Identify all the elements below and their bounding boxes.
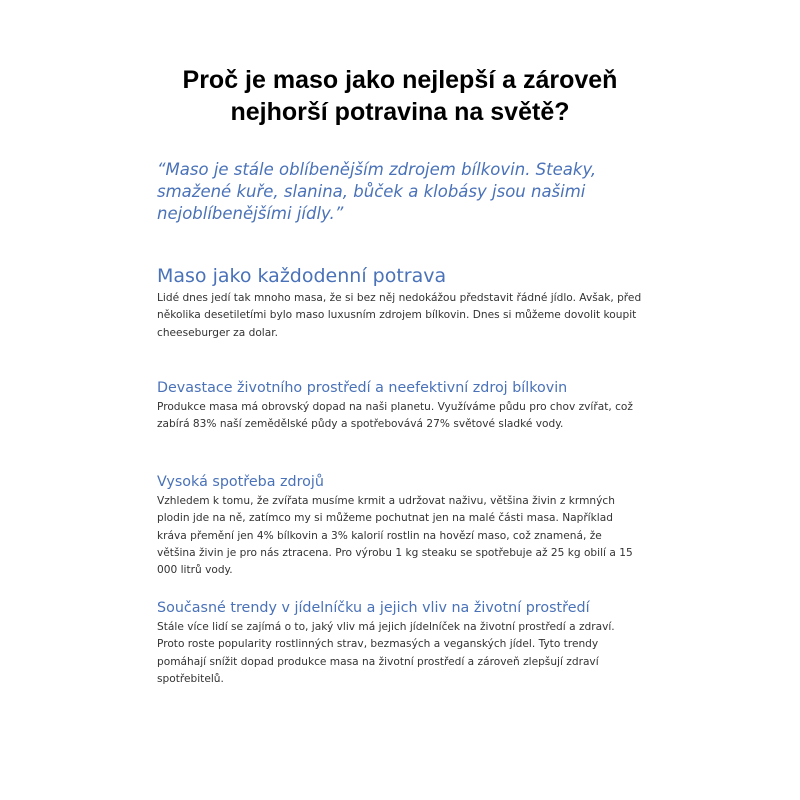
section-everyday-food	[157, 263, 643, 342]
section-heading: Devastace životního prostředí a neefektivní zdroj bílkovin	[157, 380, 568, 396]
section-body: Vzhledem k tomu, že zvířata musíme krmit a udržovat naživu, většina živin z krmných plodin jde na ně, zatímco my si můžeme pochutnat jen na malé části masa. Například kráva přemění jen 4% bílkovin a 3% kalorií rostlin na hovězí maso, což znamená, že většina živin je pro nás ztracena. Pro výrobu 1 kg steaku se spotřebuje až 25 kg obilí a 15 000 litrů vody.	[157, 495, 633, 577]
section-diet-trends	[157, 599, 643, 688]
section-heading: Vysoká spotřeba zdrojů	[157, 474, 324, 490]
section-body: Stále více lidí se zajímá o to, jaký vliv má jejich jídelníček na životní prostředí a zdraví. Proto roste popularity rostlinných strav, bezmasých a veganských jídel. Tyto trendy pomáhají snížit dopad produkce masa na životní prostředí a zároveň zlepšují zdraví spotřebitelů.	[157, 621, 615, 685]
section-heading: Maso jako každodenní potrava	[157, 265, 447, 287]
pull-quote: “Maso je stále oblíbenějším zdrojem bílkovin. Steaky, smažené kuře, slanina, bůček a klobásy jsou našimi nejoblíbenějšími jídly.”	[157, 160, 597, 223]
section-body: Lidé dnes jedí tak mnoho masa, že si bez něj nedokážou představit řádné jídlo. Avšak, před několika desetiletími bylo maso luxusním zdrojem bílkovin. Dnes si můžeme dovolit koupit cheeseburger za dolar.	[157, 292, 642, 339]
section-environment	[157, 379, 643, 434]
section-body: Produkce masa má obrovský dopad na naši planetu. Využíváme půdu pro chov zvířat, což zabírá 83% naší zemědělské půdy a spotřebovává 27% světové sladké vody.	[157, 401, 633, 431]
section-heading: Současné trendy v jídelníčku a jejich vliv na životní prostředí	[157, 600, 590, 616]
section-resource-use	[157, 473, 643, 579]
page-title: Proč je maso jako nejlepší a zároveň nejhorší potravina na světě?	[182, 66, 618, 126]
